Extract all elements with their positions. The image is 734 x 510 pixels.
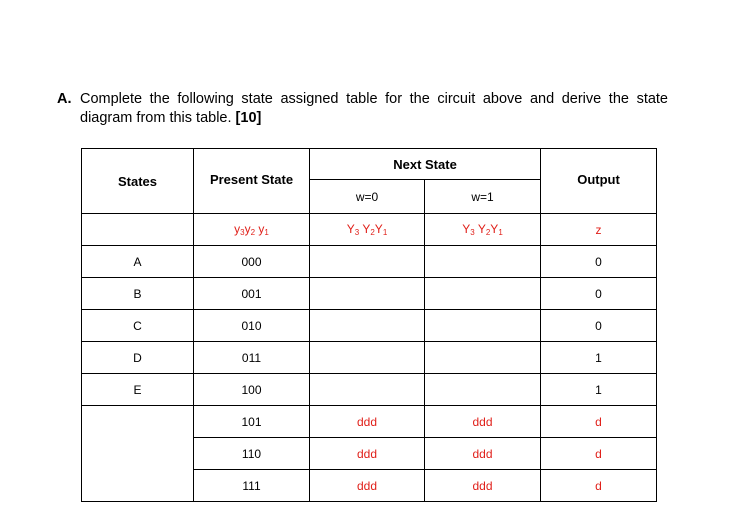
row-output: 0 <box>541 246 657 278</box>
header-next-state: Next State <box>310 149 541 180</box>
row-state: D <box>82 342 194 374</box>
sub-y1-base: y <box>258 222 265 236</box>
subheader-states-blank <box>82 214 194 246</box>
sub-w0-Y2-base: Y <box>362 222 371 236</box>
row-next-w1[interactable] <box>425 310 541 342</box>
table-row <box>82 246 657 278</box>
sub-w0-Y3: 3 <box>354 228 360 237</box>
question-line-2 <box>80 109 668 128</box>
question-text <box>80 90 668 128</box>
subheader-row <box>82 214 657 246</box>
sub-y3-base: y <box>234 222 241 236</box>
table-row <box>82 278 657 310</box>
table-row <box>82 310 657 342</box>
row-state: A <box>82 246 194 278</box>
row-output: d <box>541 470 657 502</box>
row-next-w0[interactable] <box>310 342 425 374</box>
sub-y2-base: y <box>244 222 251 236</box>
row-output: d <box>541 438 657 470</box>
table-row <box>82 374 657 406</box>
sub-w1-Y2: 2 <box>485 228 491 237</box>
question-label: A. <box>57 91 72 107</box>
question-marks: [10] <box>235 110 262 126</box>
state-assigned-table <box>81 148 657 502</box>
sub-w0-Y2: 2 <box>370 228 375 237</box>
row-next-w1[interactable] <box>425 246 541 278</box>
question-line-2-text: diagram from this table. <box>80 110 232 126</box>
header-w1: w=1 <box>425 180 541 214</box>
row-present: 111 <box>194 470 310 502</box>
sub-w1-Y2-base: Y <box>477 222 486 236</box>
unused-states-cell <box>82 406 194 502</box>
row-next-w1: ddd <box>425 470 541 502</box>
header-output <box>541 149 657 214</box>
row-present: 101 <box>194 406 310 438</box>
row-next-w1: ddd <box>425 406 541 438</box>
header-present-state-label: Present State <box>209 171 294 187</box>
sub-w1-Y1: 1 <box>498 228 503 237</box>
subheader-output: z <box>541 214 657 246</box>
row-state: C <box>82 310 194 342</box>
row-output: 1 <box>541 374 657 406</box>
row-next-w1[interactable] <box>425 374 541 406</box>
row-output: d <box>541 406 657 438</box>
sub-w0-Y1-base: Y <box>374 222 383 236</box>
sub-y2: 2 <box>250 228 256 237</box>
row-present: 100 <box>194 374 310 406</box>
row-present: 110 <box>194 438 310 470</box>
sub-w1-Y3: 3 <box>470 228 475 237</box>
row-next-w1[interactable] <box>425 278 541 310</box>
row-present: 001 <box>194 278 310 310</box>
sub-w0-Y1: 1 <box>382 228 388 237</box>
row-present: 010 <box>194 310 310 342</box>
sub-w1-Y3-base: Y <box>462 222 471 236</box>
subheader-present <box>194 214 310 246</box>
row-next-w0: ddd <box>310 470 425 502</box>
row-next-w1: ddd <box>425 438 541 470</box>
header-row-1 <box>82 149 657 180</box>
header-output-label: Output <box>577 171 620 187</box>
row-present: 000 <box>194 246 310 278</box>
subheader-next-w0 <box>310 214 425 246</box>
row-next-w0: ddd <box>310 438 425 470</box>
sub-y1: 1 <box>264 228 269 237</box>
sub-y3: 3 <box>240 228 245 237</box>
row-state: B <box>82 278 194 310</box>
row-next-w0[interactable] <box>310 374 425 406</box>
row-next-w0[interactable] <box>310 278 425 310</box>
subheader-next-w1 <box>425 214 541 246</box>
row-present: 011 <box>194 342 310 374</box>
row-next-w1[interactable] <box>425 342 541 374</box>
row-state: E <box>82 374 194 406</box>
row-output: 0 <box>541 310 657 342</box>
sub-w0-Y3-base: Y <box>346 222 355 236</box>
row-next-w0: ddd <box>310 406 425 438</box>
header-w0: w=0 <box>310 180 425 214</box>
question-line-1: Complete the following state assigned table for the circuit above and derive the state <box>80 91 668 107</box>
row-output: 0 <box>541 278 657 310</box>
header-present-state <box>194 149 310 214</box>
header-states: States <box>82 149 194 214</box>
sub-w1-Y1-base: Y <box>490 222 499 236</box>
row-next-w0[interactable] <box>310 310 425 342</box>
row-output: 1 <box>541 342 657 374</box>
table-row <box>82 406 657 438</box>
table-row <box>82 342 657 374</box>
row-next-w0[interactable] <box>310 246 425 278</box>
